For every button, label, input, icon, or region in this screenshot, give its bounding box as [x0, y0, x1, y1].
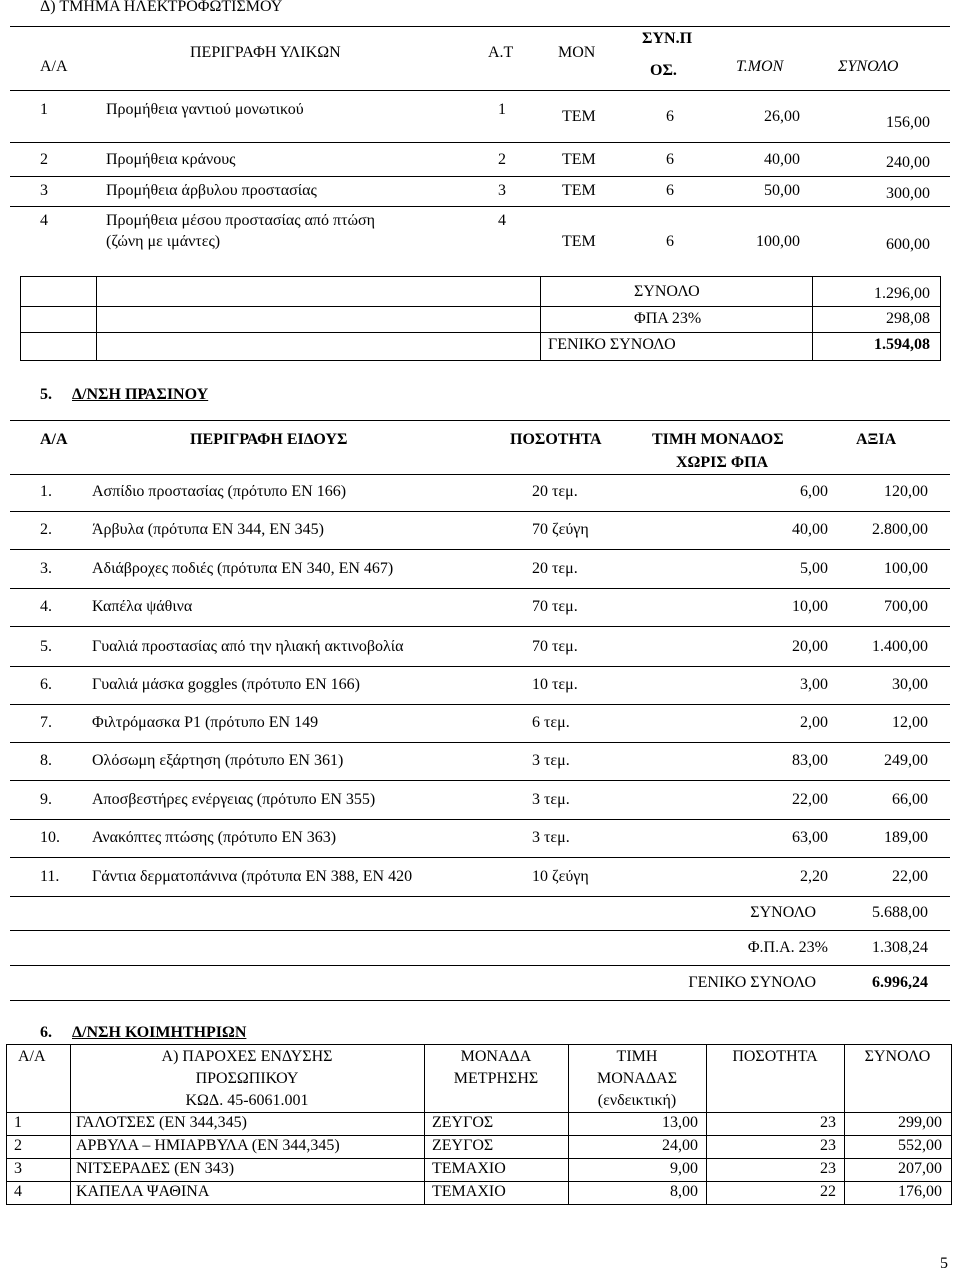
sec-5-cell-aa: 7.: [40, 714, 52, 731]
sec-5-cell-value: 189,00: [884, 829, 928, 846]
sec-5-cell-value: 12,00: [892, 714, 928, 731]
sec-5-cell-price: 83,00: [792, 752, 828, 769]
sec-5-cell-qty: 70 τεμ.: [532, 598, 578, 615]
sec-5-header-price-2: ΧΩΡΙΣ ΦΠΑ: [676, 454, 769, 471]
sec-5-cell-desc: Φιλτρόμασκα Ρ1 (πρότυπο ΕΝ 149: [92, 714, 319, 731]
sec-5-cell-price: 6,00: [800, 483, 828, 500]
section-d-title: Δ) ΤΜΗΜΑ ΗΛΕΚΤΡΟΦΩΤΙΣΜΟΥ: [40, 0, 283, 15]
sec-d-header-desc: ΠΕΡΙΓΡΑΦΗ ΥΛΙΚΩΝ: [190, 44, 341, 61]
sec-5-cell-desc: Αδιάβροχες ποδιές (πρότυπα ΕΝ 340, ΕΝ 467): [92, 560, 394, 577]
sec-d-header-total: ΣΥΝΟΛΟ: [838, 58, 899, 75]
sec-5-cell-qty: 6 τεμ.: [532, 714, 570, 731]
sec-5-cell-aa: 5.: [40, 638, 52, 655]
sec-5-cell-value: 700,00: [884, 598, 928, 615]
sec-6-cell-aa: 2: [14, 1137, 22, 1154]
sec-5-cell-aa: 2.: [40, 521, 52, 538]
sec-5-cell-desc: Ασπίδιο προστασίας (πρότυπο ΕΝ 166): [92, 483, 347, 500]
sec-6-cell-unit: ΖΕΥΓΟΣ: [432, 1137, 494, 1154]
sec-5-header-aa: Α/Α: [40, 431, 68, 448]
sec-6-header-price-2: ΜΟΝΑΔΑΣ: [596, 1070, 678, 1087]
sec-d-header-syn: ΣΥΝ.Π: [642, 30, 693, 47]
sec-5-cell-desc: Γυαλιά μάσκα goggles (πρότυπο ΕΝ 166): [92, 676, 360, 693]
sec-5-cell-price: 3,00: [800, 676, 828, 693]
sec-5-cell-aa: 8.: [40, 752, 52, 769]
sec-6-cell-aa: 1: [14, 1114, 22, 1131]
sec-5-cell-price: 20,00: [792, 638, 828, 655]
sec-5-cell-qty: 70 τεμ.: [532, 638, 578, 655]
sec-6-cell-price: 9,00: [670, 1160, 698, 1177]
sec-5-header-price: ΤΙΜΗ ΜΟΝΑΔΟΣ: [652, 431, 784, 448]
page-number: 5: [940, 1255, 948, 1272]
sec-d-header-tmon: Τ.ΜΟΝ: [736, 58, 784, 75]
sec-6-cell-total: 299,00: [898, 1114, 942, 1131]
sec-5-cell-value: 100,00: [884, 560, 928, 577]
sec-6-cell-desc: ΝΙΤΣΕΡΑΔΕΣ (ΕΝ 343): [76, 1160, 235, 1177]
sec-d-header-syn-2: ΟΣ.: [650, 62, 677, 79]
sec-5-cell-aa: 3.: [40, 560, 52, 577]
sec-5-cell-aa: 11.: [40, 868, 60, 885]
sec-6-cell-price: 8,00: [670, 1183, 698, 1200]
sec-5-cell-qty: 70 ζεύγη: [532, 521, 589, 538]
sec-5-cell-qty: 3 τεμ.: [532, 752, 570, 769]
sec-5-cell-desc: Γυαλιά προστασίας από την ηλιακή ακτινοβολία: [92, 638, 404, 655]
sec-5-cell-desc: Ανακόπτες πτώσης (πρότυπο ΕΝ 363): [92, 829, 337, 846]
sec-5-cell-aa: 9.: [40, 791, 52, 808]
sec-6-header-price-3: (ενδεικτική): [597, 1092, 677, 1109]
sec-5-cell-price: 2,00: [800, 714, 828, 731]
sec-5-cell-qty: 20 τεμ.: [532, 560, 578, 577]
sec-5-cell-desc: Ολόσωμη εξάρτηση (πρότυπο ΕΝ 361): [92, 752, 344, 769]
sec-5-cell-aa: 4.: [40, 598, 52, 615]
section-5-number: 5.: [40, 386, 52, 403]
sec-6-cell-desc: ΑΡΒΥΛΑ – ΗΜΙΑΡΒΥΛΑ (ΕΝ 344,345): [76, 1137, 340, 1154]
sec-6-header-aa: Α/Α: [18, 1048, 46, 1065]
sec-5-cell-qty: 3 τεμ.: [532, 829, 570, 846]
section-6-title: Δ/ΝΣΗ ΚΟΙΜΗΤΗΡΙΩΝ: [72, 1024, 247, 1041]
sec-6-cell-unit: ΤΕΜΑΧΙΟ: [432, 1160, 506, 1177]
sec-5-cell-value: 1.400,00: [872, 638, 928, 655]
sec-5-header-qty: ΠΟΣΟΤΗΤΑ: [510, 431, 602, 448]
sec-6-header-unit-2: ΜΕΤΡΗΣΗΣ: [453, 1070, 539, 1087]
sec-5-cell-price: 40,00: [792, 521, 828, 538]
sec-5-cell-value: 249,00: [884, 752, 928, 769]
sec-6-cell-total: 207,00: [898, 1160, 942, 1177]
sec-6-cell-price: 24,00: [662, 1137, 698, 1154]
sec-5-cell-price: 63,00: [792, 829, 828, 846]
sec-6-header-qty: ΠΟΣΟΤΗΤΑ: [732, 1048, 818, 1065]
sec-5-cell-qty: 10 τεμ.: [532, 676, 578, 693]
sec-5-cell-aa: 6.: [40, 676, 52, 693]
sec-5-cell-price: 5,00: [800, 560, 828, 577]
sec-6-cell-desc: ΚΑΠΕΛΑ ΨΑΘΙΝΑ: [76, 1183, 210, 1200]
sec-6-header-unit: ΜΟΝΑΔΑ: [460, 1048, 532, 1065]
section-6-number: 6.: [40, 1024, 52, 1041]
sec-6-header-desc-3: ΚΩΔ. 45-6061.001: [185, 1092, 309, 1109]
sec-6-cell-qty: 23: [820, 1137, 836, 1154]
section-5-title: Δ/ΝΣΗ ΠΡΑΣΙΝΟΥ: [72, 386, 209, 403]
sec-5-cell-qty: 3 τεμ.: [532, 791, 570, 808]
sec-5-cell-value: 30,00: [892, 676, 928, 693]
sec-6-header-desc: Α) ΠΑΡΟΧΕΣ ΕΝΔΥΣΗΣ: [161, 1048, 333, 1065]
sec-6-header-desc-2: ΠΡΟΣΩΠΙΚΟΥ: [195, 1070, 299, 1087]
sec-5-cell-value: 22,00: [892, 868, 928, 885]
sec-5-cell-value: 120,00: [884, 483, 928, 500]
sec-5-cell-qty: 20 τεμ.: [532, 483, 578, 500]
sec-6-cell-desc: ΓΑΛΟΤΣΕΣ (ΕΝ 344,345): [76, 1114, 247, 1131]
sec-6-cell-qty: 23: [820, 1160, 836, 1177]
sec-d-header-aa: Α/Α: [40, 58, 68, 75]
sec-d-header-mon: ΜΟΝ: [558, 44, 596, 61]
sec-5-cell-price: 2,20: [800, 868, 828, 885]
sec-5-header-value: ΑΞΙΑ: [856, 431, 897, 448]
sec-5-cell-aa: 10.: [40, 829, 60, 846]
sec-6-cell-unit: ΤΕΜΑΧΙΟ: [432, 1183, 506, 1200]
sec-d-header-at: Α.Τ: [488, 44, 514, 61]
sec-6-cell-qty: 23: [820, 1114, 836, 1131]
sec-6-header-total: ΣΥΝΟΛΟ: [864, 1048, 931, 1065]
sec-5-header-desc: ΠΕΡΙΓΡΑΦΗ ΕΙΔΟΥΣ: [190, 431, 348, 448]
sec-6-cell-price: 13,00: [662, 1114, 698, 1131]
sec-5-cell-qty: 10 ζεύγη: [532, 868, 589, 885]
sec-5-cell-desc: Καπέλα ψάθινα: [92, 598, 193, 615]
sec-6-cell-qty: 22: [820, 1183, 836, 1200]
sec-6-cell-unit: ΖΕΥΓΟΣ: [432, 1114, 494, 1131]
sec-5-cell-price: 22,00: [792, 791, 828, 808]
sec-6-cell-aa: 3: [14, 1160, 22, 1177]
sec-5-cell-desc: Άρβυλα (πρότυπα ΕΝ 344, ΕΝ 345): [92, 521, 324, 538]
sec-6-cell-aa: 4: [14, 1183, 22, 1200]
sec-5-cell-desc: Αποσβεστήρες ενέργειας (πρότυπο ΕΝ 355): [92, 791, 376, 808]
sec-6-cell-total: 552,00: [898, 1137, 942, 1154]
sec-5-cell-value: 2.800,00: [872, 521, 928, 538]
sec-6-header-price: ΤΙΜΗ: [616, 1048, 658, 1065]
sec-5-cell-value: 66,00: [892, 791, 928, 808]
sec-5-cell-price: 10,00: [792, 598, 828, 615]
sec-5-cell-aa: 1.: [40, 483, 52, 500]
sec-6-cell-total: 176,00: [898, 1183, 942, 1200]
sec-5-cell-desc: Γάντια δερματοπάνινα (πρότυπα ΕΝ 388, ΕΝ 420: [92, 868, 413, 885]
